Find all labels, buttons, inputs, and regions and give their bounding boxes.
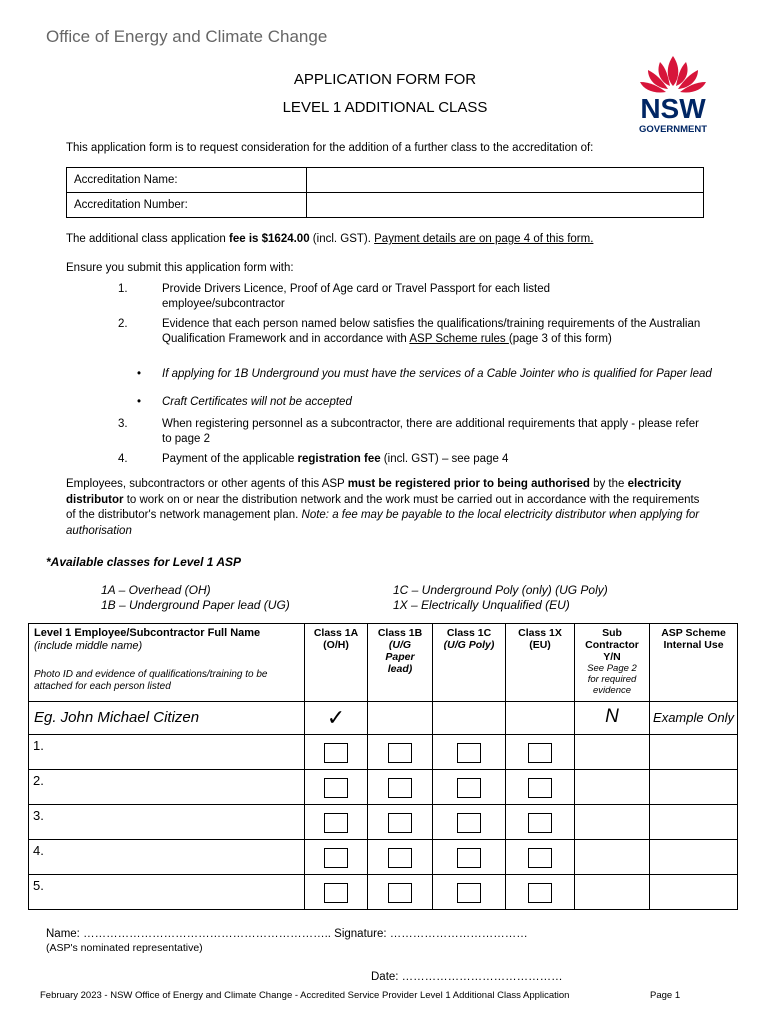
header-class-1c-label: Class 1C [446,627,492,639]
intro-text: This application form is to request consideration for the addition of a further class to the accreditation of: [66,142,594,154]
header-class-1b-sub: (U/G Paper lead) [385,639,415,675]
header-class-1b [368,624,433,702]
employees-paragraph [66,477,706,539]
checkbox[interactable] [457,883,481,903]
row-3-asp [650,805,738,840]
row-1-class-1c[interactable] [433,735,506,770]
checkbox[interactable] [457,778,481,798]
row-3-class-1a[interactable] [305,805,368,840]
header-class-1x [506,624,575,702]
employees-text-3: to work on or near the distribution network and the work must be carried out in accordance with the requirements of the distributor's network management plan. [66,493,700,521]
row-1-class-1a[interactable] [305,735,368,770]
example-cell-1c [433,702,506,735]
class-1b-text: 1B – Underground Paper lead (UG) [101,598,290,612]
checkbox[interactable] [528,743,552,763]
nsw-government-logo [630,52,716,142]
row-2-class-1b[interactable] [368,770,433,805]
row-5-class-1b[interactable] [368,875,433,910]
row-5-class-1x[interactable] [506,875,575,910]
accreditation-number-field[interactable] [307,193,704,218]
logo-subtext: GOVERNMENT [638,124,708,135]
row-4-class-1b[interactable] [368,840,433,875]
header-class-1a [305,624,368,702]
row-5-class-1a[interactable] [305,875,368,910]
row-2-class-1c[interactable] [433,770,506,805]
fee-gst-text: (incl. GST). [309,233,375,245]
accreditation-name-label: Accreditation Name: [67,168,307,193]
row-2-number: 2. [33,773,44,788]
checkbox[interactable] [457,743,481,763]
header-class-1a-sub: (O/H) [323,639,349,651]
header-name-bold: Level 1 Employee/Subcontractor Full Name [34,627,261,639]
item-1-text: Provide Drivers Licence, Proof of Age card or Travel Passport for each listed employee/subcontractor [162,283,550,310]
row-4-name[interactable] [29,840,305,875]
item-4-post: (incl. GST) – see page 4 [380,453,509,465]
item-1-number: 1. [118,283,128,295]
name-signature-line[interactable]: Name: ……………………………………………………….. Signature: ……………………………… [46,928,528,940]
checkbox[interactable] [528,813,552,833]
waratah-icon [630,52,716,142]
checkbox[interactable] [324,883,348,903]
checkbox[interactable] [528,778,552,798]
date-line[interactable]: Date: …………………………………… [371,971,563,983]
ensure-text: Ensure you submit this application form with: [66,262,294,274]
bullet-1-text: If applying for 1B Underground you must have the services of a Cable Jointer who is qualified for Paper lead [162,368,712,380]
row-4-class-1a[interactable] [305,840,368,875]
employees-text-1: Employees, subcontractors or other agents of this ASP [66,478,348,490]
example-asp: Example Only [650,702,738,735]
fee-amount: fee is $1624.00 [229,233,310,245]
item-3-text: When registering personnel as a subcontractor, there are additional requirements that apply - please refer to page 2 [162,418,699,445]
header-photo-id-note: Photo ID and evidence of qualifications/training to be attached for each person listed [34,669,268,692]
employees-bold-2: electricity distributor [66,478,682,506]
accreditation-name-field[interactable] [307,168,704,193]
payment-details-link[interactable]: Payment details are on page 4 of this form. [374,233,594,245]
header-class-1c [433,624,506,702]
checkbox[interactable] [388,743,412,763]
accreditation-table [66,167,704,218]
row-4-class-1c[interactable] [433,840,506,875]
nominee-note: (ASP's nominated representative) [46,942,203,954]
header-subcontractor-label: Sub Contractor Y/N [585,627,639,663]
checkbox[interactable] [457,813,481,833]
row-3-number: 3. [33,808,44,823]
header-asp-internal [650,624,738,702]
item-2-pre: Evidence that each person named below satisfies the qualifications/training requirements of the Australian Qualification Framework and in accordance with [162,318,701,345]
checkbox[interactable] [388,848,412,868]
class-1c-text: 1C – Underground Poly (only) (UG Poly) [393,583,608,597]
row-5-asp [650,875,738,910]
employees-note: Note: a fee may be payable to the local electricity distributor when applying for authorisation [66,509,700,537]
checkbox[interactable] [324,848,348,868]
bullet-dot: • [137,396,142,408]
class-1a-text: 1A – Overhead (OH) [101,583,211,597]
header-class-1x-sub: (EU) [529,639,551,651]
header-class-1b-label: Class 1B [377,627,423,639]
bullet-dot: • [137,368,142,380]
header-subcontractor-note: See Page 2 for required evidence [587,663,637,696]
row-3-subcontractor[interactable] [575,805,650,840]
employee-table [28,623,738,910]
employees-bold-1: must be registered prior to being authorised [347,478,590,490]
checkbox[interactable] [388,813,412,833]
accreditation-number-label: Accreditation Number: [67,193,307,218]
item-3-number: 3. [118,418,128,430]
checkbox[interactable] [528,883,552,903]
example-cell-1b [368,702,433,735]
row-1-name[interactable] [29,735,305,770]
page-number: Page 1 [650,990,681,1001]
example-checkmark-icon: ✓ [305,702,368,735]
item-4-text [162,452,707,467]
organisation-name: Office of Energy and Climate Change [46,27,328,46]
logo-wordmark: NSW [640,93,706,124]
row-4-asp [650,840,738,875]
checkbox[interactable] [457,848,481,868]
header-class-1c-sub: (U/G Poly) [443,639,495,651]
row-3-name[interactable] [29,805,305,840]
available-classes-heading: *Available classes for Level 1 ASP [46,555,241,569]
example-name: Eg. John Michael Citizen [29,702,305,735]
row-4-class-1x[interactable] [506,840,575,875]
header-asp-label: ASP Scheme Internal Use [661,627,726,651]
asp-scheme-rules-link[interactable]: ASP Scheme rules [409,333,509,345]
row-2-subcontractor[interactable] [575,770,650,805]
header-class-1a-label: Class 1A [313,627,359,639]
checkbox[interactable] [388,883,412,903]
bullet-2-text: Craft Certificates will not be accepted [162,396,352,408]
row-2-asp [650,770,738,805]
row-5-name[interactable] [29,875,305,910]
checkbox[interactable] [324,743,348,763]
class-1x-text: 1X – Electrically Unqualified (EU) [393,598,570,612]
row-5-subcontractor[interactable] [575,875,650,910]
checkbox[interactable] [324,778,348,798]
item-2-text [162,317,712,347]
item-4-number: 4. [118,453,128,465]
row-4-number: 4. [33,843,44,858]
row-1-asp [650,735,738,770]
header-name-italic: (include middle name) [34,640,143,652]
row-1-subcontractor[interactable] [575,735,650,770]
item-2-post: (page 3 of this form) [508,333,612,345]
row-2-name[interactable] [29,770,305,805]
row-1-class-1x[interactable] [506,735,575,770]
form-title-line-1: APPLICATION FORM FOR [293,71,477,88]
item-2-number: 2. [118,318,128,330]
header-subcontractor [575,624,650,702]
footer-text: February 2023 - NSW Office of Energy and Climate Change - Accredited Service Provider Level 1 Additional Class Application [40,990,570,1001]
item-4-pre: Payment of the applicable [162,453,298,465]
row-3-class-1c[interactable] [433,805,506,840]
row-3-class-1x[interactable] [506,805,575,840]
example-cell-1x [506,702,575,735]
row-4-subcontractor[interactable] [575,840,650,875]
row-2-class-1a[interactable] [305,770,368,805]
header-employee-name [29,624,305,702]
registration-fee-text: registration fee [297,453,381,465]
checkbox[interactable] [324,813,348,833]
row-1-number: 1. [33,738,44,753]
row-5-class-1c[interactable] [433,875,506,910]
fee-paragraph [66,232,726,247]
row-3-class-1b[interactable] [368,805,433,840]
checkbox[interactable] [528,848,552,868]
row-2-class-1x[interactable] [506,770,575,805]
fee-text: The additional class application [66,233,230,245]
checkbox[interactable] [388,778,412,798]
row-1-class-1b[interactable] [368,735,433,770]
example-subcontractor: N [575,702,650,735]
header-class-1x-label: Class 1X [518,627,562,639]
row-5-number: 5. [33,878,44,893]
form-title-line-2: LEVEL 1 ADDITIONAL CLASS [282,99,488,116]
employees-text-2: by the [589,478,628,490]
